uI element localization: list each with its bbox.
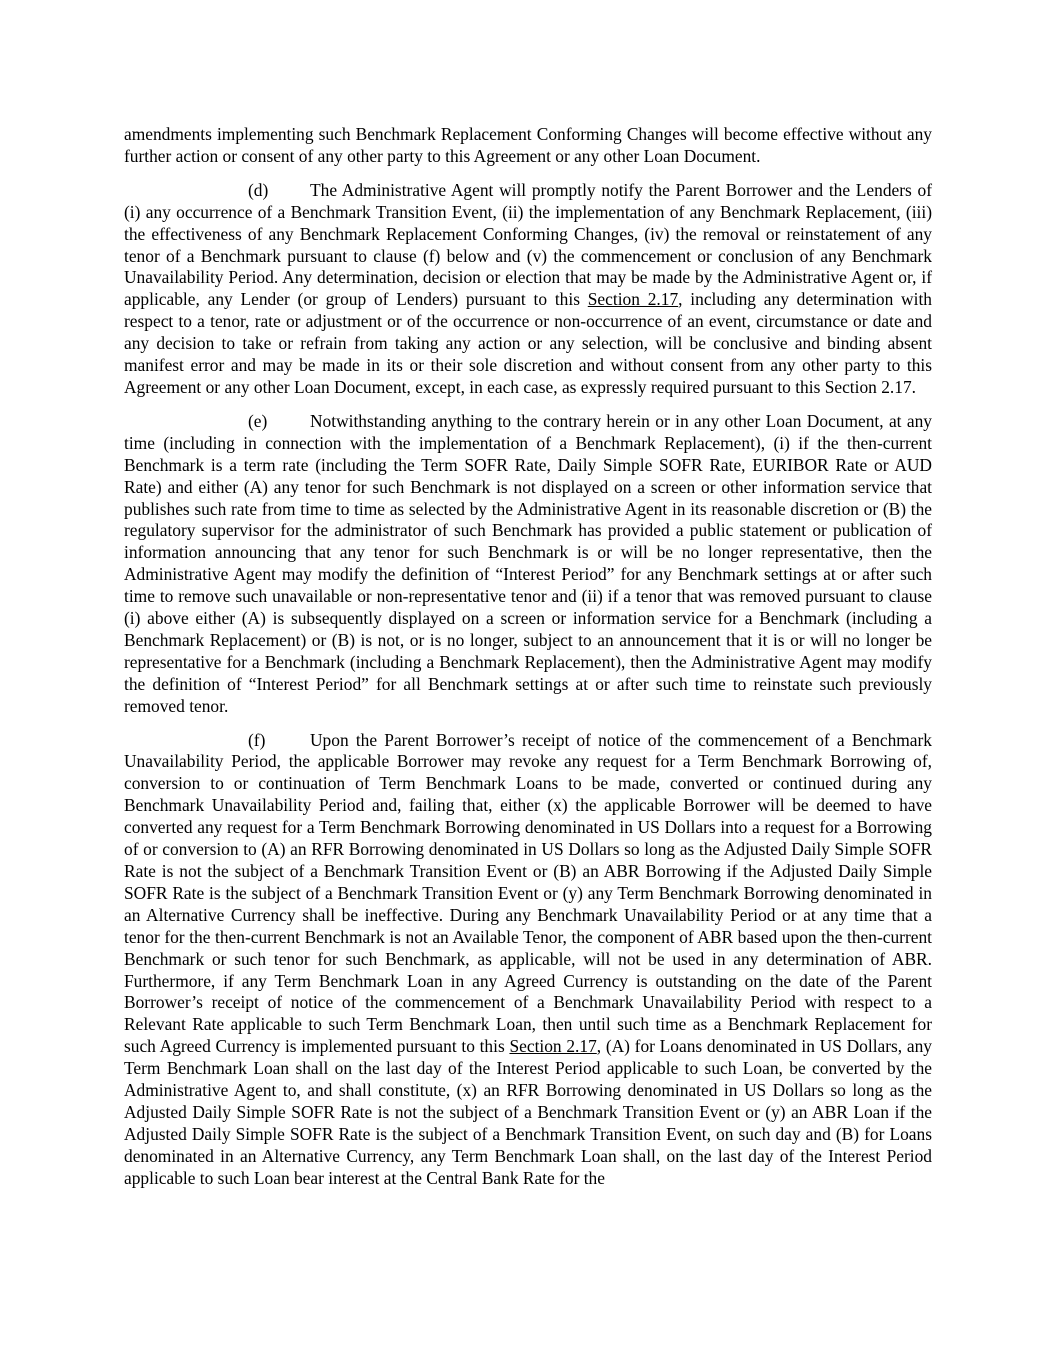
paragraph-d [124,180,932,399]
clause-label-d: (d) [248,179,269,200]
paragraph-d-text-part1: The Administrative Agent will promptly notify the Parent Borrower and the Lenders of (i) any occurrence of a Benchmark Transition Event, (ii) the implementation of any Benchmark Replacement, (iii) the effectiveness of any Benchmark Replacement Conforming Changes, (iv) the removal or reinstatement of any tenor of a Benchmark pursuant to clause (f) below and (v) the commencement or conclusion of any Benchmark Unavailability Period. Any determination, decision or election that may be made by the Administrative Agent or, if applicable, any Lender (or group of Lenders) pursuant to this [124,179,932,310]
clause-label-f: (f) [248,729,266,750]
paragraph-f-text-part2: , (A) for Loans denominated in US Dollars, any Term Benchmark Loan shall on the last day of the Interest Period applicable to such Loan, be converted by the Administrative Agent to, and shall constitute, (x) an RFR Borrowing denominated in US Dollars so long as the Adjusted Daily Simple SOFR Rate is not the subject of a Benchmark Transition Event or (y) an ABR Loan if the Adjusted Daily Simple SOFR Rate is the subject of a Benchmark Transition Event, on such day and (B) for Loans denominated in an Alternative Currency, any Term Benchmark Loan shall, on the last day of the Interest Period applicable to such Loan bear interest at the Central Bank Rate for the [124,1036,932,1188]
paragraph-continuation [124,124,932,168]
paragraph-f [124,730,932,1190]
paragraph-e-text: Notwithstanding anything to the contrary herein or in any other Loan Document, at any time (including in connection with the implementation of a Benchmark Replacement), (i) if the then-current Benchmark is a term rate (including the Term SOFR Rate, Daily Simple SOFR Rate, EURIBOR Rate or AUD Rate) and either (A) any tenor for such Benchmark is not displayed on a screen or other information service that publishes such rate from time to time as selected by the Administrative Agent in its reasonable discretion or (B) the regulatory supervisor for the administrator of such Benchmark has provided a public statement or publication of information announcing that any tenor for such Benchmark is or will be no longer representative, then the Administrative Agent may modify the definition of “Interest Period” for any Benchmark settings at or after such time to remove such unavailable or non-representative tenor and (ii) if a tenor that was removed pursuant to clause (i) above either (A) is subsequently displayed on a screen or information service for a Benchmark (including a Benchmark Replacement) or (B) is not, or is no longer, subject to an announcement that it is or will no longer be representative for a Benchmark (including a Benchmark Replacement), then the Administrative Agent may modify the definition of “Interest Period” for all Benchmark settings at or after such time to reinstate such previously removed tenor. [124,410,932,716]
paragraph-continuation-text: amendments implementing such Benchmark Replacement Conforming Changes will become effective without any further action or consent of any other party to this Agreement or any other Loan Document. [124,124,932,166]
paragraph-d-text-part2: , including any determination with respect to a tenor, rate or adjustment or of the occurrence or non-occurrence of an event, circumstance or date and any decision to take or refrain from taking any action or any selection, will be conclusive and binding absent manifest error and may be made in its or their sole discretion and without consent from any other party to this Agreement or any other Loan Document, except, in each case, as expressly required pursuant to this Section 2.17. [124,289,932,397]
paragraph-e [124,411,932,718]
clause-label-e: (e) [248,410,268,431]
paragraph-f-text-part1: Upon the Parent Borrower’s receipt of notice of the commencement of a Benchmark Unavailability Period, the applicable Borrower may revoke any request for a Term Benchmark Borrowing of, conversion to or continuation of Term Benchmark Loans to be made, converted or continued during any Benchmark Unavailability Period and, failing that, either (x) the applicable Borrower will be deemed to have converted any request for a Term Benchmark Borrowing denominated in US Dollars into a request for a Borrowing of or conversion to (A) an RFR Borrowing denominated in US Dollars so long as the Adjusted Daily Simple SOFR Rate is not the subject of a Benchmark Transition Event or (B) an ABR Borrowing if the Adjusted Daily Simple SOFR Rate is the subject of a Benchmark Transition Event or (y) any Term Benchmark Borrowing denominated in an Alternative Currency shall be ineffective. During any Benchmark Unavailability Period or at any time that a tenor for the then-current Benchmark is not an Available Tenor, the component of ABR based upon the then-current Benchmark or such tenor for such Benchmark, as applicable, will not be used in any determination of ABR. Furthermore, if any Term Benchmark Loan in any Agreed Currency is outstanding on the date of the Parent Borrower’s receipt of notice of the commencement of a Benchmark Unavailability Period with respect to a Relevant Rate applicable to such Term Benchmark Loan, then until such time as a Benchmark Replacement for such Agreed Currency is implemented pursuant to this [124,729,932,1057]
section-reference-link: Section 2.17 [509,1036,597,1057]
section-reference-link: Section 2.17 [587,289,679,310]
document-page [124,124,932,1202]
